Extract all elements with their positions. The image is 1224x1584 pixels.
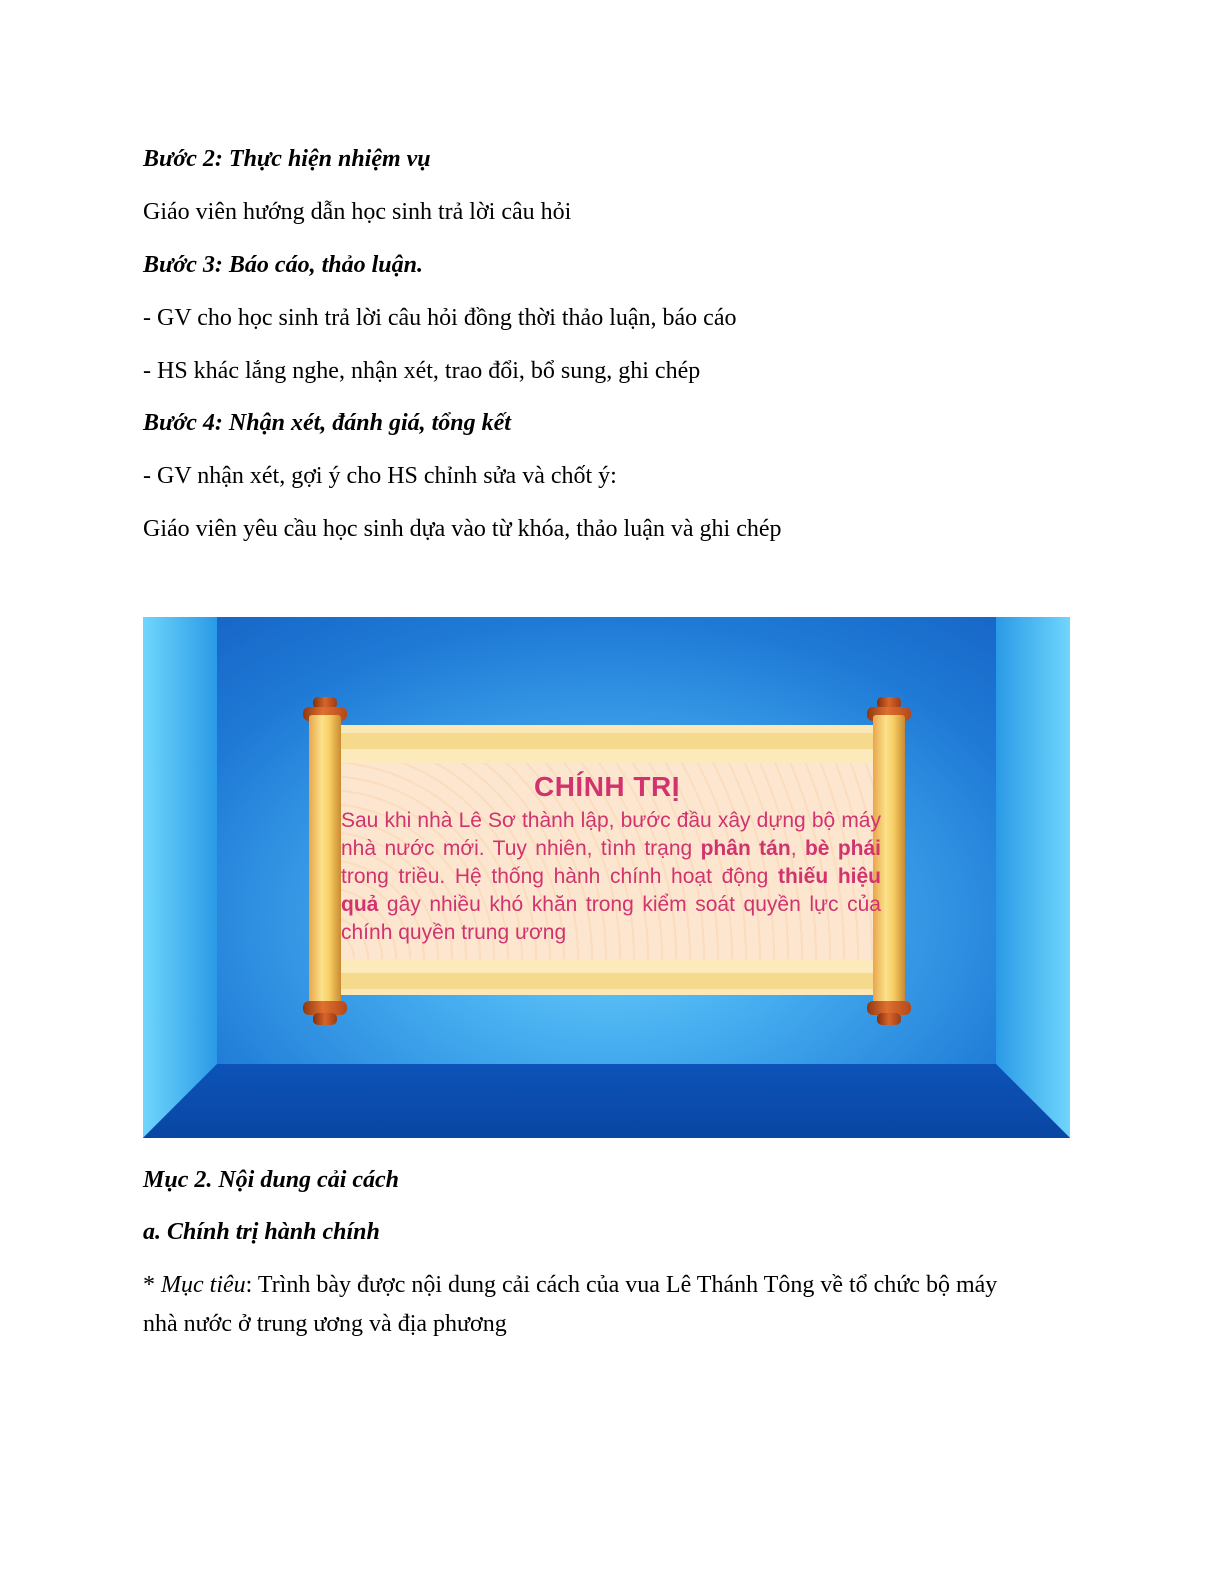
objective-line-2: nhà nước ở trung ương và địa phương: [143, 1311, 507, 1337]
left-wall: [143, 617, 217, 1138]
floor: [143, 1064, 1070, 1138]
subsection-heading: a. Chính trị hành chính: [143, 1219, 380, 1245]
step4-line-1: - GV nhận xét, gợi ý cho HS chỉnh sửa và chốt ý:: [143, 463, 617, 489]
scroll-body: [341, 807, 881, 947]
step4-heading: Bước 4: Nhận xét, đánh giá, tổng kết: [143, 410, 511, 436]
rod-shaft: [309, 715, 341, 1009]
keyword-thieu-hieu-qua: thiếu hiệu quả: [341, 865, 881, 916]
objective-line-1: [143, 1270, 997, 1300]
section-heading: Mục 2. Nội dung cải cách: [143, 1167, 400, 1193]
rod-knob-bottom: [313, 1013, 337, 1025]
step3-heading: Bước 3: Báo cáo, thảo luận.: [143, 252, 423, 278]
objective-label: Mục tiêu: [161, 1272, 246, 1298]
paper-band-bottom: [325, 973, 889, 989]
body-text-3: trong triều. Hệ thống hành chính hoạt động: [341, 865, 778, 888]
slide-image: [143, 617, 1070, 1138]
objective-text: : Trình bày được nội dung cải cách của vua Lê Thánh Tông về tổ chức bộ máy: [245, 1272, 998, 1298]
body-text-4: gây nhiều khó khăn trong kiểm soát quyền lực của chính quyền trung ương: [341, 893, 881, 944]
step3-line-1: - GV cho học sinh trả lời câu hỏi đồng thời thảo luận, báo cáo: [143, 305, 737, 331]
scroll-banner: [299, 697, 915, 1027]
step4-line-2: Giáo viên yêu cầu học sinh dựa vào từ khóa, thảo luận và ghi chép: [143, 516, 782, 542]
step2-heading: Bước 2: Thực hiện nhiệm vụ: [143, 146, 431, 172]
objective-prefix: *: [143, 1272, 161, 1298]
keyword-phan-tan: phân tán: [700, 837, 791, 860]
rod-knob-bottom: [877, 1013, 901, 1025]
body-text-2: ,: [790, 837, 805, 860]
scroll-title: CHÍNH TRỊ: [533, 771, 681, 802]
body-text-1: Sau khi nhà Lê Sơ thành lập, bước đầu xây dựng bộ máy nhà nước mới. Tuy nhiên, tình trạng: [341, 809, 881, 860]
step2-text: Giáo viên hướng dẫn học sinh trả lời câu hỏi: [143, 199, 572, 225]
step3-line-2: - HS khác lắng nghe, nhận xét, trao đổi, bổ sung, ghi chép: [143, 358, 701, 384]
keyword-be-phai: bè phái: [804, 837, 882, 860]
paper-band-top: [325, 733, 889, 749]
right-wall: [996, 617, 1070, 1138]
